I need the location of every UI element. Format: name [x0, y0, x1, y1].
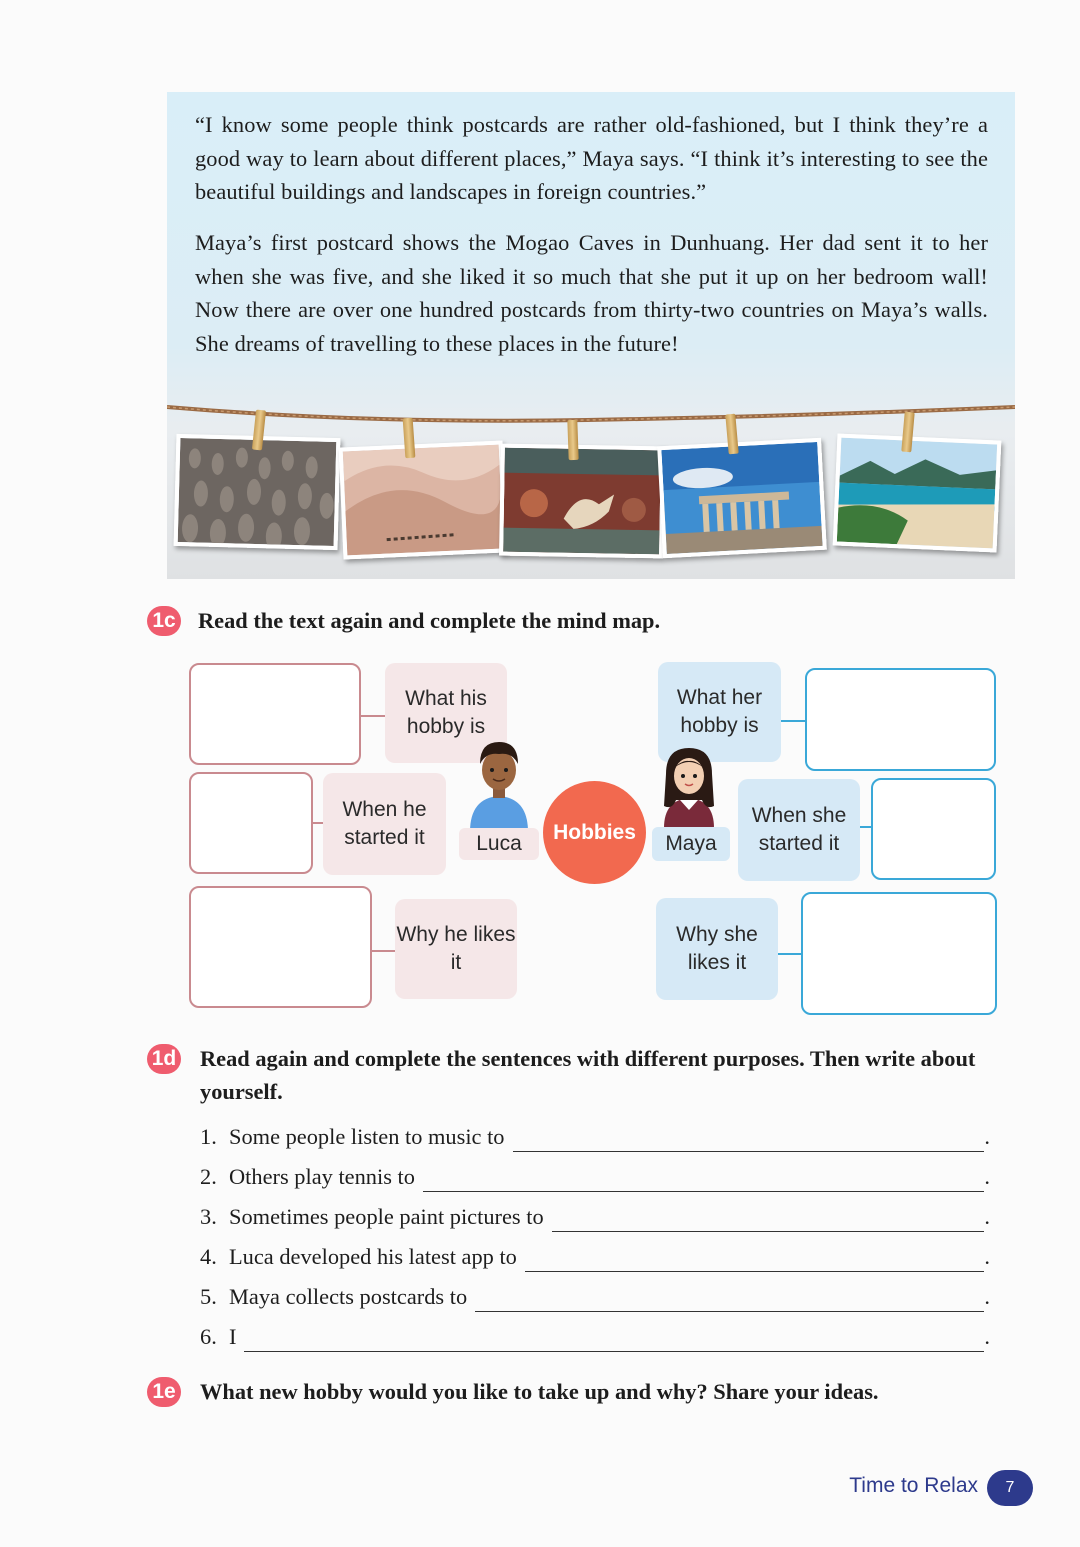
- passage-paragraph-2: Maya’s first postcard shows the Mogao Caves in Dunhuang. Her dad sent it to her when she was five, and she liked it so much that she put it up on her bedroom wall! Now there are over one hundred postcards from thirty-two countries on Maya’s walls. She dreams of travelling to these places in the future!: [195, 230, 988, 356]
- sentence-end: .: [984, 1284, 990, 1309]
- sentence-text: Some people listen to music to: [229, 1124, 505, 1149]
- sentence-end: .: [984, 1324, 990, 1349]
- postcard-beach: [833, 433, 1002, 552]
- sentence-text: Luca developed his latest app to: [229, 1244, 517, 1269]
- connector: [359, 715, 386, 717]
- sentence-4: [200, 1242, 990, 1272]
- sentence-text: Maya collects postcards to: [229, 1284, 468, 1309]
- connector: [370, 950, 396, 952]
- answer-box-maya-when[interactable]: [871, 778, 996, 880]
- sentence-number: 2.: [200, 1164, 217, 1189]
- sentence-5: [200, 1282, 990, 1312]
- section-badge-1d: 1d: [147, 1044, 181, 1074]
- maya-name-tag: Maya: [652, 827, 730, 861]
- sentence-text: I: [229, 1324, 237, 1349]
- label-why-he-likes: Why he likes it: [395, 899, 517, 999]
- answer-box-luca-when[interactable]: [189, 772, 313, 874]
- sentence-end: .: [984, 1164, 990, 1189]
- sentence-text: Sometimes people paint pictures to: [229, 1204, 544, 1229]
- postcard-terracotta-warriors: [174, 434, 341, 550]
- section-1e-instruction: What new hobby would you like to take up and why? Share your ideas.: [200, 1379, 879, 1404]
- sentence-text: Others play tennis to: [229, 1164, 415, 1189]
- label-when-she-started: When she started it: [738, 779, 860, 881]
- luca-name-tag: Luca: [459, 828, 539, 860]
- sentence-end: .: [984, 1204, 990, 1229]
- maya-avatar: [656, 744, 722, 828]
- page-number: 7: [987, 1470, 1033, 1506]
- sentence-2: [200, 1162, 990, 1192]
- luca-avatar: [466, 738, 532, 832]
- section-1d-instruction: Read again and complete the sentences with different purposes. Then write about yourself.: [200, 1046, 976, 1104]
- postcard-mogao-mural: [499, 444, 665, 559]
- sentence-end: .: [984, 1124, 990, 1149]
- sentence-6: [200, 1322, 990, 1352]
- label-why-she-likes: Why she likes it: [656, 898, 778, 1000]
- section-badge-1e: 1e: [147, 1377, 181, 1407]
- answer-line[interactable]: [423, 1169, 984, 1192]
- sentence-number: 6.: [200, 1324, 217, 1349]
- reading-passage: [167, 92, 1015, 579]
- answer-box-maya-why[interactable]: [801, 892, 997, 1015]
- label-when-he-started: When he started it: [323, 773, 446, 875]
- postcard-parthenon: [657, 438, 827, 558]
- sentence-number: 3.: [200, 1204, 217, 1229]
- sentence-number: 5.: [200, 1284, 217, 1309]
- label-what-her-hobby: What her hobby is: [658, 662, 781, 762]
- answer-line[interactable]: [244, 1329, 984, 1352]
- answer-line[interactable]: [525, 1249, 984, 1272]
- answer-box-maya-what[interactable]: [805, 668, 996, 771]
- answer-box-luca-why[interactable]: [189, 886, 372, 1008]
- unit-title: Time to Relax: [849, 1474, 978, 1497]
- connector: [778, 953, 802, 955]
- hobbies-center-node: Hobbies: [543, 781, 646, 884]
- answer-line[interactable]: [552, 1209, 984, 1232]
- section-badge-1c: 1c: [147, 606, 181, 636]
- sentence-number: 1.: [200, 1124, 217, 1149]
- passage-paragraph-1: “I know some people think postcards are rather old-fashioned, but I think they’re a good way to learn about different places,” Maya says. “I think it’s interesting to see the beautiful buildings and landscapes in foreign countries.”: [195, 112, 988, 204]
- sentence-3: [200, 1202, 990, 1232]
- clothespin: [567, 420, 578, 460]
- section-1c-instruction: Read the text again and complete the mind map.: [198, 608, 661, 633]
- label-what-his-hobby: What his hobby is: [385, 663, 507, 763]
- sentence-number: 4.: [200, 1244, 217, 1269]
- connector: [781, 720, 806, 722]
- sentence-end: .: [984, 1244, 990, 1269]
- answer-line[interactable]: [475, 1289, 984, 1312]
- sentence-1: [200, 1122, 990, 1152]
- answer-line[interactable]: [513, 1129, 985, 1152]
- postcard-desert-dunes: [339, 440, 508, 559]
- answer-box-luca-what[interactable]: [189, 663, 361, 765]
